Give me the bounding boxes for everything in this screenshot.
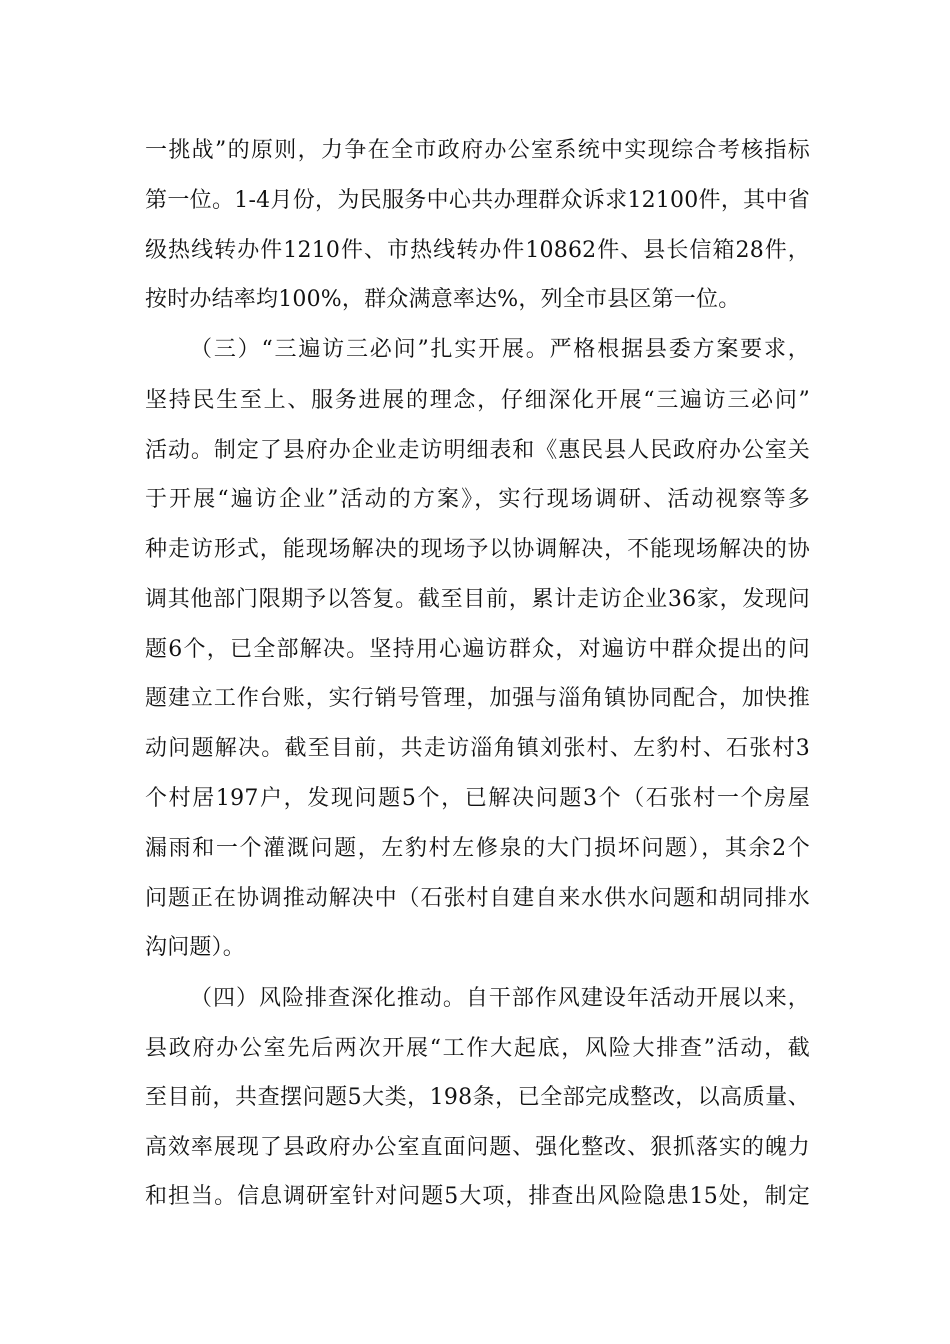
- text-line: 和担当。信息调研室针对问题5大项，排查出风险隐患15处，制定: [145, 1184, 810, 1209]
- text-line: 活动。制定了县府办企业走访明细表和《惠民县人民政府办公室关: [145, 438, 810, 463]
- text-line: 调其他部门限期予以答复。截至目前，累计走访企业36家，发现问: [145, 587, 810, 612]
- text-line: 一挑战”的原则，力争在全市政府办公室系统中实现综合考核指标: [145, 138, 810, 163]
- text-line: 漏雨和一个灌溉问题，左豹村左修泉的大门损坏问题），其余2个: [145, 836, 810, 861]
- text-line: 问题正在协调推动解决中（石张村自建自来水供水问题和胡同排水: [145, 886, 810, 911]
- text-line: 按时办结率均100%，群众满意率达%，列全市县区第一位。: [145, 287, 741, 312]
- text-line: 题6个，已全部解决。坚持用心遍访群众，对遍访中群众提出的问: [145, 637, 810, 662]
- text-line: 个村居197户，发现问题5个，已解决问题3个（石张村一个房屋: [145, 786, 810, 811]
- paragraph-heading-line: （三）“三遍访三必问”扎实开展。严格根据县委方案要求，: [190, 337, 810, 362]
- text-line: 题建立工作台账，实行销号管理，加强与淄角镇协同配合，加快推: [145, 686, 810, 711]
- text-line: 动问题解决。截至目前，共走访淄角镇刘张村、左豹村、石张村3: [145, 736, 810, 761]
- text-line: 种走访形式，能现场解决的现场予以协调解决，不能现场解决的协: [145, 537, 810, 562]
- text-line: 级热线转办件1210件、市热线转办件10862件、县长信箱28件，: [145, 238, 810, 263]
- paragraph-heading-line: （四）风险排查深化推动。自干部作风建设年活动开展以来，: [190, 986, 810, 1011]
- text-line: 第一位。1-4月份，为民服务中心共办理群众诉求12100件，其中省: [145, 188, 810, 213]
- text-line: 高效率展现了县政府办公室直面问题、强化整改、狠抓落实的魄力: [145, 1135, 810, 1160]
- text-line: 于开展“遍访企业”活动的方案》，实行现场调研、活动视察等多: [145, 487, 810, 512]
- text-line: 沟问题）。: [145, 935, 246, 960]
- text-line: 县政府办公室先后两次开展“工作大起底，风险大排查”活动，截: [145, 1036, 810, 1061]
- text-line: 至目前，共查摆问题5大类，198条，已全部完成整改，以高质量、: [145, 1085, 810, 1110]
- text-line: 坚持民生至上、服务进展的理念，仔细深化开展“三遍访三必问”: [145, 388, 810, 413]
